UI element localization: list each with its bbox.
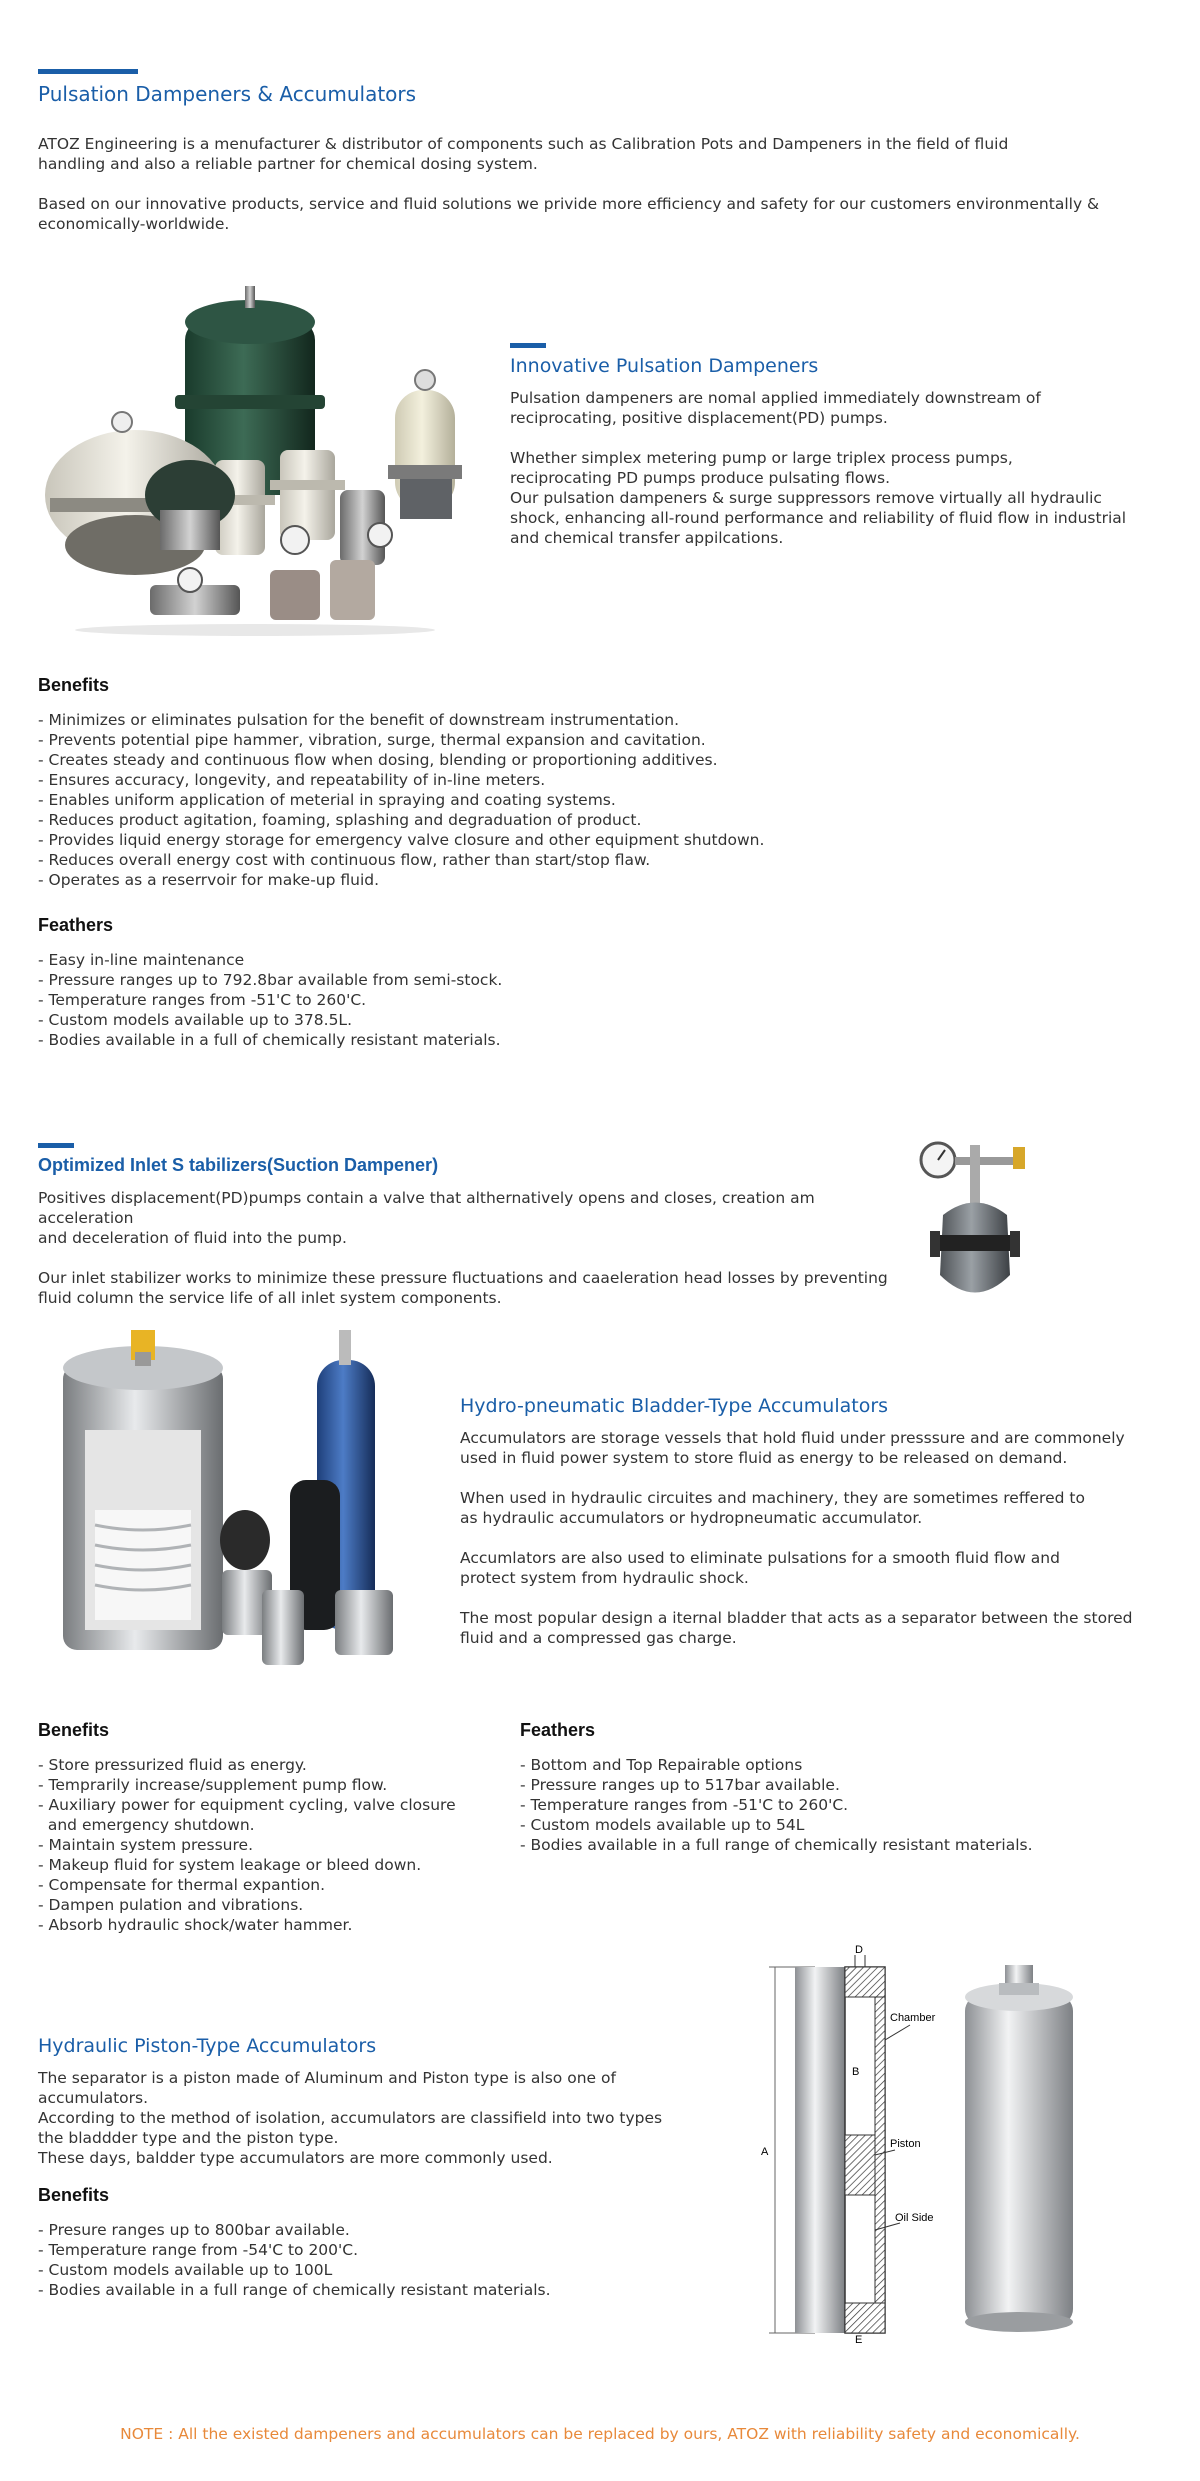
bladder-line: Accumlators are also used to eliminate pulsations for a smooth fluid flow and [460, 1549, 1060, 1567]
intro-text [38, 134, 1138, 234]
diagram-label-e: E [855, 2334, 863, 2346]
piston-accumulator-diagram [755, 1944, 1115, 2346]
innovative-text [510, 388, 1150, 548]
piston-line: These days, baldder type accumulators are more commonly used. [38, 2149, 553, 2167]
inlet-line: and deceleration of fluid into the pump. [38, 1229, 347, 1247]
list-item: - Maintain system pressure. [38, 1836, 253, 1854]
list-item: - Custom models available up to 54L [520, 1816, 805, 1834]
list-item: - Compensate for thermal expantion. [38, 1876, 326, 1894]
innovative-line: Our pulsation dampeners & surge suppressors remove virtually all hydraulic [510, 489, 1102, 507]
list-item: - Temperature ranges from -51'C to 260'C. [520, 1796, 849, 1814]
bladder-line: Accumulators are storage vessels that hold fluid under presssure and are commonely [460, 1429, 1125, 1447]
suction-dampener-image [915, 1135, 1045, 1310]
section-accent-bar [38, 1143, 74, 1148]
list-item: - Reduces product agitation, foaming, splashing and degraduation of product. [38, 811, 642, 829]
intro-line: Based on our innovative products, service and fluid solutions we privide more efficiency and safety for our customers environmentally & [38, 195, 1100, 213]
innovative-title: Innovative Pulsation Dampeners [510, 355, 819, 377]
list-item: - Creates steady and continuous flow when dosing, blending or proportioning additives. [38, 751, 718, 769]
inlet-line: fluid column the service life of all inlet system components. [38, 1289, 502, 1307]
list-item: - Custom models available up to 100L [38, 2261, 333, 2279]
bladder-line: fluid and a compressed gas charge. [460, 1629, 737, 1647]
list-item: - Pressure ranges up to 517bar available. [520, 1776, 840, 1794]
diagram-label-oil-side: Oil Side [895, 2212, 934, 2224]
feathers-list [38, 950, 502, 1050]
list-item: - Reduces overall energy cost with continuous flow, rather than start/stop flaw. [38, 851, 651, 869]
bladder-accumulators-image [55, 1320, 420, 1670]
list-item: - Provides liquid energy storage for emergency valve closure and other equipment shutdown. [38, 831, 765, 849]
list-item: - Absorb hydraulic shock/water hammer. [38, 1916, 353, 1934]
feathers-heading: Feathers [520, 1720, 596, 1740]
piston-benefits-heading: Benefits [38, 2185, 110, 2205]
note-text: NOTE : All the existed dampeners and accumulators can be replaced by ours, ATOZ with reliability safety and economically. [120, 2425, 1080, 2443]
inlet-title: Optimized Inlet S tabilizers(Suction Dampener) [38, 1155, 439, 1175]
list-item: - Temperature range from -54'C to 200'C. [38, 2241, 359, 2259]
list-item: - Operates as a reserrvoir for make-up fluid. [38, 871, 380, 889]
list-item: - Bodies available in a full of chemically resistant materials. [38, 1031, 501, 1049]
page-title: Pulsation Dampeners & Accumulators [38, 82, 417, 106]
list-item: - Ensures accuracy, longevity, and repeatability of in-line meters. [38, 771, 546, 789]
innovative-line: reciprocating, positive displacement(PD) pumps. [510, 409, 888, 427]
innovative-line: shock, enhancing all-round performance and reliability of fluid flow in industrial [510, 509, 1127, 527]
list-item: - Enables uniform application of meterial in spraying and coating systems. [38, 791, 616, 809]
bladder-line: When used in hydraulic circuites and machinery, they are sometimes reffered to [460, 1489, 1085, 1507]
list-item: - Easy in-line maintenance [38, 951, 245, 969]
benefits-heading: Benefits [38, 675, 110, 695]
benefits-list [38, 1755, 456, 1935]
innovative-line: Whether simplex metering pump or large triplex process pumps, [510, 449, 1013, 467]
diagram-label-chamber: Chamber [890, 2012, 936, 2024]
list-item: and emergency shutdown. [38, 1816, 255, 1834]
bladder-title: Hydro-pneumatic Bladder-Type Accumulators [460, 1395, 889, 1417]
intro-line: ATOZ Engineering is a menufacturer & distributor of components such as Calibration Pots and Dampeners in the field of fluid [38, 135, 1009, 153]
list-item: - Presure ranges up to 800bar available. [38, 2221, 350, 2239]
list-item: - Bodies available in a full range of chemically resistant materials. [520, 1836, 1033, 1854]
innovative-line: reciprocating PD pumps produce pulsating flows. [510, 469, 890, 487]
diagram-label-d: D [855, 1944, 863, 1956]
diagram-label-piston: Piston [890, 2138, 921, 2150]
list-item: - Pressure ranges up to 792.8bar available from semi-stock. [38, 971, 503, 989]
piston-text [38, 2068, 718, 2168]
inlet-text [38, 1188, 898, 1308]
intro-line: handling and also a reliable partner for chemical dosing system. [38, 155, 538, 173]
bladder-line: as hydraulic accumulators or hydropneumatic accumulator. [460, 1509, 923, 1527]
bladder-line: protect system from hydraulic shock. [460, 1569, 749, 1587]
inlet-line: Our inlet stabilizer works to minimize these pressure fluctuations and caaeleration head losses by preventing [38, 1269, 888, 1287]
list-item: - Bodies available in a full range of chemically resistant materials. [38, 2281, 551, 2299]
diagram-label-b: B [852, 2066, 860, 2078]
feathers-list [520, 1755, 1033, 1855]
list-item: - Store pressurized fluid as energy. [38, 1756, 307, 1774]
bladder-line: The most popular design a iternal bladder that acts as a separator between the stored [460, 1609, 1133, 1627]
piston-title: Hydraulic Piston-Type Accumulators [38, 2035, 377, 2057]
innovative-line: Pulsation dampeners are nomal applied immediately downstream of [510, 389, 1041, 407]
innovative-line: and chemical transfer appilcations. [510, 529, 784, 547]
inlet-line: Positives displacement(PD)pumps contain a valve that althernatively opens and closes, creation am acceleration [38, 1189, 815, 1227]
intro-line: economically-worldwide. [38, 215, 230, 233]
diagram-label-a: A [761, 2146, 769, 2158]
list-item: - Temprarily increase/supplement pump flow. [38, 1776, 388, 1794]
list-item: - Bottom and Top Repairable options [520, 1756, 803, 1774]
list-item: - Custom models available up to 378.5L. [38, 1011, 352, 1029]
list-item: - Temperature ranges from -51'C to 260'C. [38, 991, 367, 1009]
section-accent-bar [38, 69, 138, 74]
piston-line: the bladdder type and the piston type. [38, 2129, 339, 2147]
list-item: - Auxiliary power for equipment cycling, valve closure [38, 1796, 456, 1814]
list-item: - Dampen pulation and vibrations. [38, 1896, 304, 1914]
bladder-text [460, 1428, 1160, 1648]
list-item: - Minimizes or eliminates pulsation for the benefit of downstream instrumentation. [38, 711, 680, 729]
piston-benefits-list [38, 2220, 551, 2300]
bladder-line: used in fluid power system to store fluid as energy to be released on demand. [460, 1449, 1068, 1467]
feathers-heading: Feathers [38, 915, 114, 935]
benefits-heading: Benefits [38, 1720, 110, 1740]
list-item: - Makeup fluid for system leakage or bleed down. [38, 1856, 422, 1874]
list-item: - Prevents potential pipe hammer, vibration, surge, thermal expansion and cavitation. [38, 731, 706, 749]
pulsation-dampeners-image [40, 280, 470, 640]
benefits-list [38, 710, 764, 890]
piston-line: The separator is a piston made of Aluminum and Piston type is also one of accumulators. [38, 2069, 616, 2107]
piston-line: According to the method of isolation, accumulators are classifield into two types [38, 2109, 663, 2127]
section-accent-bar [510, 343, 546, 348]
